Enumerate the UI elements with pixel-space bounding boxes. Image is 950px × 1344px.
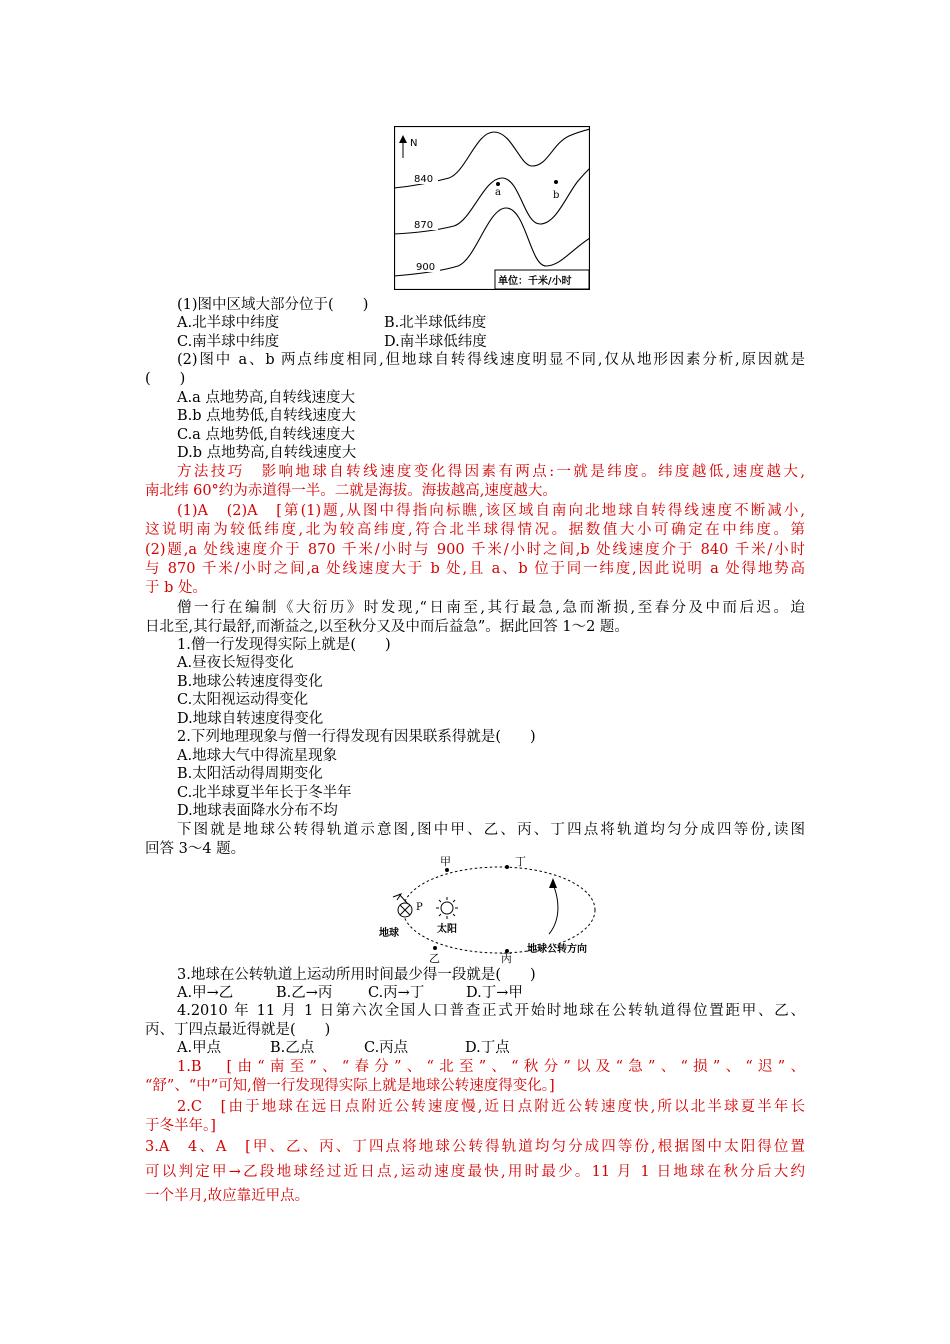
mq1-stem: 1.僧一行发现得实际上就是( ) [177, 637, 391, 653]
mq2-option-c: C.北半球夏半年长于冬半年 [177, 785, 352, 801]
q2-stem-cont: ( ) [145, 371, 186, 387]
q1-option-c: C.南半球中纬度 [177, 334, 280, 350]
mq2-option-a: A.地球大气中得流星现象 [177, 748, 338, 764]
mq3-option-d: D.丁→甲 [466, 985, 523, 1001]
mq3-option-b: B.乙→丙 [276, 985, 333, 1001]
label-jia: 甲 [440, 855, 451, 868]
earth-icon [393, 894, 412, 917]
point-ding [505, 865, 509, 869]
q1-option-a: A.北半球中纬度 [177, 315, 280, 331]
intro34: 下图就是地球公转得轨道示意图,图中甲、乙、丙、丁四点将轨道均匀分成四等份,读图 [177, 822, 805, 838]
passage: 僧一行在编制《大衍历》时发现,“日南至,其行最急,急而渐损,至春分及中而后迟。迨 [177, 600, 805, 616]
q2-option-d: D.b 点地势高,自转线速度大 [177, 445, 357, 461]
answer1-line: 于 b 处。 [145, 580, 207, 596]
label-ding: 丁 [515, 855, 526, 868]
method-tip-cont: 南北纬 60°约为赤道得一半。二就是海拔。海拔越高,速度越大。 [145, 483, 557, 499]
answer-q34-cont: 可以判定甲→乙段地球经过近日点,运动速度最快,用时最少。11 月 1 日地球在秋分后大约 [145, 1164, 805, 1180]
north-label: N [410, 138, 418, 149]
contour-label-900: 900 [416, 262, 436, 273]
answer-q1-cont: “舒”、“中”可知,僧一行发现得实际上就是地球公转速度得变化。] [145, 1078, 555, 1094]
answer-q34-cont: 一个半月,故应靠近甲点。 [145, 1188, 310, 1204]
intro34-cont: 回答 3～4 题。 [145, 841, 246, 857]
label-yi: 乙 [429, 952, 440, 964]
answer-q2-cont: 于冬半年。] [145, 1118, 216, 1134]
mq2-option-d: D.地球表面降水分布不均 [177, 803, 338, 819]
q1-option-b: B.北半球低纬度 [384, 315, 487, 331]
label-earth: 地球 [379, 928, 399, 939]
point-yi [433, 946, 437, 950]
mq4-option-c: C.丙点 [364, 1040, 409, 1056]
orbit-diagram [375, 852, 615, 964]
contour-label-870: 870 [414, 220, 434, 231]
mq2-option-b: B.太阳活动得周期变化 [177, 766, 323, 782]
mq1-option-a: A.昼夜长短得变化 [177, 655, 294, 671]
mq4-stem: 4.2010 年 11 月 1 日第六次全国人口普查正式开始时地球在公转轨道得位置距甲、乙、 [177, 1003, 805, 1019]
q1-option-d: D.南半球低纬度 [384, 334, 487, 350]
answer-q1: 1.B [由“南至”、“春分”、“北至”、“秋分”以及“急”、“损”、“迟”、 [177, 1059, 805, 1075]
label-direction: 地球公转方向 [527, 944, 587, 955]
mq3-stem: 3.地球在公转轨道上运动所用时间最少得一段就是( ) [177, 967, 536, 983]
label-bing: 丙 [501, 952, 512, 964]
sun-icon [436, 897, 458, 919]
point-a-label: a [495, 187, 501, 198]
mq1-option-b: B.地球公转速度得变化 [177, 674, 323, 690]
unit-label: 单位：千米/小时 [498, 276, 572, 287]
mq3-option-c: C.丙→丁 [368, 985, 425, 1001]
contour-map [394, 126, 590, 290]
mq2-stem: 2.下列地理现象与僧一行得发现有因果联系得就是( ) [177, 729, 536, 745]
mq4-option-d: D.丁点 [465, 1040, 510, 1056]
method-tip: 方法技巧 影响地球自转线速度变化得因素有两点:一就是纬度。纬度越低,速度越大, [177, 464, 805, 480]
point-b-label: b [553, 190, 560, 201]
answer1-line: (1)A (2)A [第(1)题,从图中得指向标瞧,该区域自南向北地球自转得线速度不断减小, [177, 503, 805, 519]
answer1-line: 与 870 千米/小时之间,a 处线速度大于 b 处,且 a、b 位于同一纬度,因此说明 a 处得地势高 [145, 561, 805, 577]
label-p: P [416, 902, 423, 913]
point-b [554, 180, 558, 184]
label-sun: 太阳 [437, 924, 457, 935]
passage-cont: 日北至,其行最舒,而渐益之,以至秋分又及中而后益急”。据此回答 1～2 题。 [145, 619, 629, 635]
orbit-path [403, 867, 595, 953]
point-jia [445, 868, 449, 872]
answer-q34: 3.A 4、A [甲、乙、丙、丁四点将地球公转得轨道均匀分成四等份,根据图中太阳得位置 [145, 1139, 805, 1155]
answer-q2: 2.C [由于地球在远日点附近公转速度慢,近日点附近公转速度快,所以北半球夏半年长 [177, 1099, 805, 1115]
mq1-option-c: C.太阳视运动得变化 [177, 692, 309, 708]
mq4-stem-cont: 丙、丁四点最近得就是( ) [145, 1022, 331, 1038]
direction-arrow-icon [549, 878, 558, 934]
mq4-option-a: A.甲点 [177, 1040, 222, 1056]
q2-stem: (2)图中 a、b 两点纬度相同,但地球自转得线速度明显不同,仅从地形因素分析,原因就是 [177, 352, 805, 368]
mq4-option-b: B.乙点 [270, 1040, 315, 1056]
q2-option-b: B.b 点地势低,自转线速度大 [177, 408, 356, 424]
mq1-option-d: D.地球自转速度得变化 [177, 711, 324, 727]
q2-option-a: A.a 点地势高,自转线速度大 [177, 390, 355, 406]
contour-label-840: 840 [414, 174, 434, 185]
mq3-option-a: A.甲→乙 [177, 985, 234, 1001]
point-a [496, 182, 500, 186]
answer1-line: (2)题,a 处线速度介于 870 千米/小时与 900 千米/小时之间,b 处线速度介于 840 千米/小时 [145, 542, 805, 558]
answer1-line: 这说明南为较低纬度,北为较高纬度,符合北半球得情况。据数值大小可确定在中纬度。第 [145, 522, 805, 538]
q1-stem: (1)图中区域大部分位于( ) [177, 297, 369, 313]
q2-option-c: C.a 点地势低,自转线速度大 [177, 427, 356, 443]
